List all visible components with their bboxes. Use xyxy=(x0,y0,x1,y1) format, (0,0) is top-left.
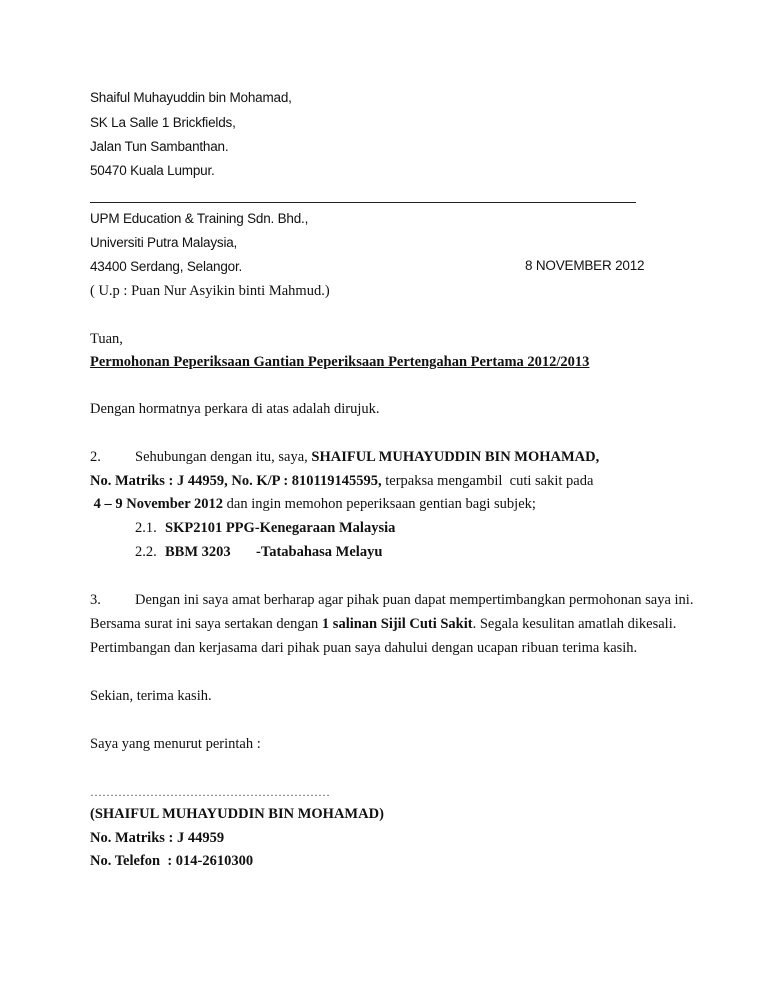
letter-date: 8 NOVEMBER 2012 xyxy=(525,258,645,273)
paragraph-3-text3: . Segala kesulitan amatlah dikesali. xyxy=(472,616,677,632)
recipient-attention: ( U.p : Puan Nur Asyikin binti Mahmud.) xyxy=(90,283,330,299)
signature-line: …………………………………………………… xyxy=(90,785,330,799)
paragraph-3-text1: Dengan ini saya amat berharap agar pihak puan dapat mempertimbangkan permohonan saya ini. xyxy=(135,592,694,608)
paragraph-2-line3 xyxy=(90,495,536,513)
salutation: Tuan, xyxy=(90,331,123,347)
paragraph-2-text1: Sehubungan dengan itu, saya, xyxy=(135,449,312,465)
leave-dates: 4 – 9 November 2012 xyxy=(90,496,224,512)
applicant-name: SHAIFUL MUHAYUDDIN BIN MOHAMAD, xyxy=(311,449,600,465)
sender-name: Shaiful Muhayuddin bin Mohamad, xyxy=(90,90,292,105)
header-divider xyxy=(90,202,636,203)
subject-item-text: BBM 3203 -Tatabahasa Melayu xyxy=(165,544,383,560)
subject-item-number: 2.2. xyxy=(135,544,157,560)
paragraph-2-number: 2. xyxy=(90,449,101,465)
letter-subject: Permohonan Peperiksaan Gantian Peperiksaan Pertengahan Pertama 2012/2013 xyxy=(90,354,590,370)
paragraph-2-text2: terpaksa mengambil cuti sakit pada xyxy=(381,473,594,489)
sign-off: Saya yang menurut perintah : xyxy=(90,736,261,752)
subject-item-number: 2.1. xyxy=(135,520,157,536)
signatory-phone: No. Telefon : 014-2610300 xyxy=(90,853,254,869)
paragraph-3-text2: Bersama surat ini saya sertakan dengan xyxy=(90,616,322,632)
paragraph-2-line2 xyxy=(90,472,593,490)
paragraph-2-line1 xyxy=(90,448,599,466)
subject-item-text: SKP2101 PPG-Kenegaraan Malaysia xyxy=(165,520,396,536)
signatory-name: (SHAIFUL MUHAYUDDIN BIN MOHAMAD) xyxy=(90,806,384,822)
applicant-ids: No. Matriks : J 44959, No. K/P : 810119145595, xyxy=(90,473,382,489)
sender-address-line3: 50470 Kuala Lumpur. xyxy=(90,163,215,178)
paragraph-3-line2 xyxy=(90,615,676,633)
recipient-line3: 43400 Serdang, Selangor. xyxy=(90,259,243,274)
paragraph-3-line1 xyxy=(90,591,693,609)
paragraph-3-number: 3. xyxy=(90,592,101,608)
recipient-line1: UPM Education & Training Sdn. Bhd., xyxy=(90,211,309,226)
closing: Sekian, terima kasih. xyxy=(90,688,212,704)
paragraph-2-text3: dan ingin memohon peperiksaan gentian bagi subjek; xyxy=(223,496,536,512)
subject-item xyxy=(135,543,382,561)
paragraph-1: Dengan hormatnya perkara di atas adalah dirujuk. xyxy=(90,401,380,417)
recipient-line2: Universiti Putra Malaysia, xyxy=(90,235,238,250)
subject-item xyxy=(135,519,395,537)
signatory-matric: No. Matriks : J 44959 xyxy=(90,830,225,846)
sender-address-line2: Jalan Tun Sambanthan. xyxy=(90,139,229,154)
sender-address-line1: SK La Salle 1 Brickfields, xyxy=(90,115,236,130)
paragraph-3-line3: Pertimbangan dan kerjasama dari pihak puan saya dahului dengan ucapan ribuan terima kasih. xyxy=(90,640,638,656)
attachment-note: 1 salinan Sijil Cuti Sakit xyxy=(321,616,473,632)
